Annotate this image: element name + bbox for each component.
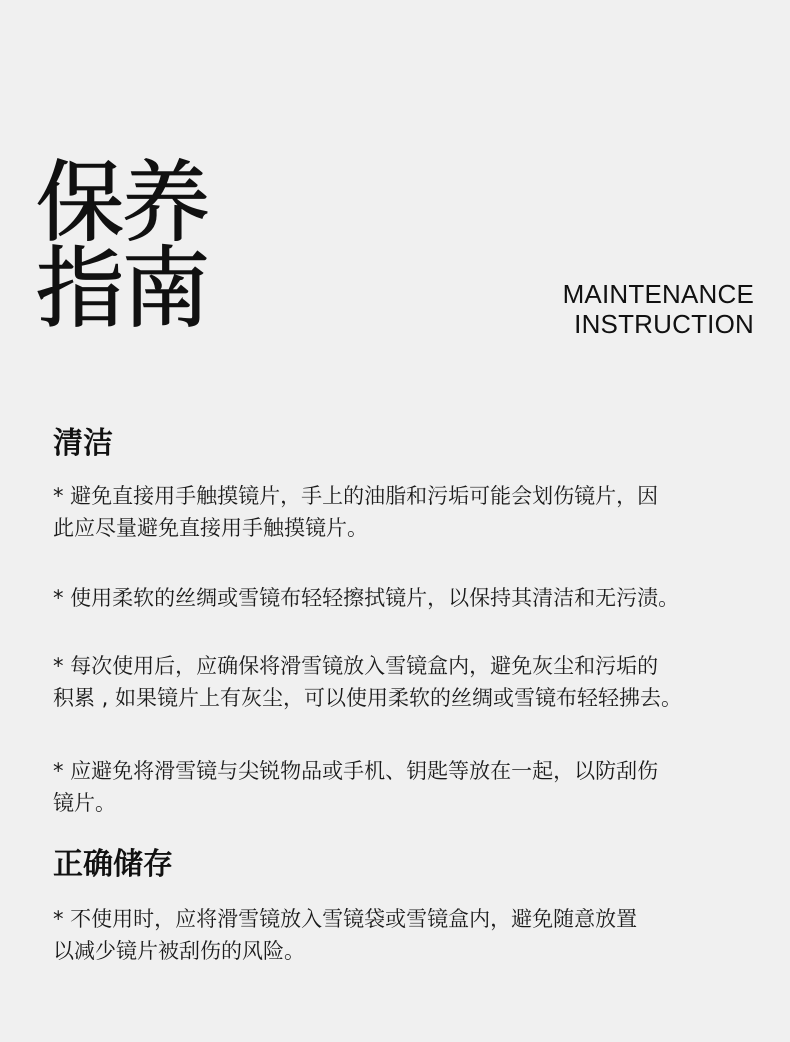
page-title-line-2: 指南 [36, 237, 209, 340]
cleaning-item-4-line-2: 镜片。 [53, 791, 116, 815]
cleaning-item-1-line-2: 此应尽量避免直接用手触摸镜片。 [53, 516, 368, 540]
page-subtitle [563, 279, 754, 339]
cleaning-item-2-line-1: * 使用柔软的丝绸或雪镜布轻轻擦拭镜片，以保持其清洁和无污渍。 [53, 586, 680, 610]
page-title-line-1: 保养 [36, 151, 209, 254]
cleaning-item-1-line-1: * 避免直接用手触摸镜片，手上的油脂和污垢可能会划伤镜片，因 [53, 484, 659, 508]
page-subtitle-line-2: INSTRUCTION [574, 309, 754, 339]
storage-item-1-line-2: 以减少镜片被刮伤的风险。 [53, 939, 305, 963]
storage-heading: 正确储存 [53, 847, 173, 882]
storage-item-1 [53, 903, 763, 967]
cleaning-item-4-line-1: * 应避免将滑雪镜与尖锐物品或手机、钥匙等放在一起，以防刮伤 [53, 759, 659, 783]
cleaning-item-1 [53, 480, 763, 544]
cleaning-item-3 [53, 650, 763, 714]
storage-item-1-line-1: * 不使用时，应将滑雪镜放入雪镜袋或雪镜盒内，避免随意放置 [53, 907, 638, 931]
cleaning-item-3-line-2: 积累 , 如果镜片上有灰尘，可以使用柔软的丝绸或雪镜布轻轻拂去。 [53, 686, 683, 710]
cleaning-item-4 [53, 755, 763, 819]
page-title [36, 151, 276, 340]
cleaning-item-2 [53, 582, 763, 614]
page-subtitle-line-1: MAINTENANCE [562, 279, 754, 309]
cleaning-item-3-line-1: * 每次使用后，应确保将滑雪镜放入雪镜盒内，避免灰尘和污垢的 [53, 654, 659, 678]
cleaning-heading: 清洁 [53, 426, 113, 461]
